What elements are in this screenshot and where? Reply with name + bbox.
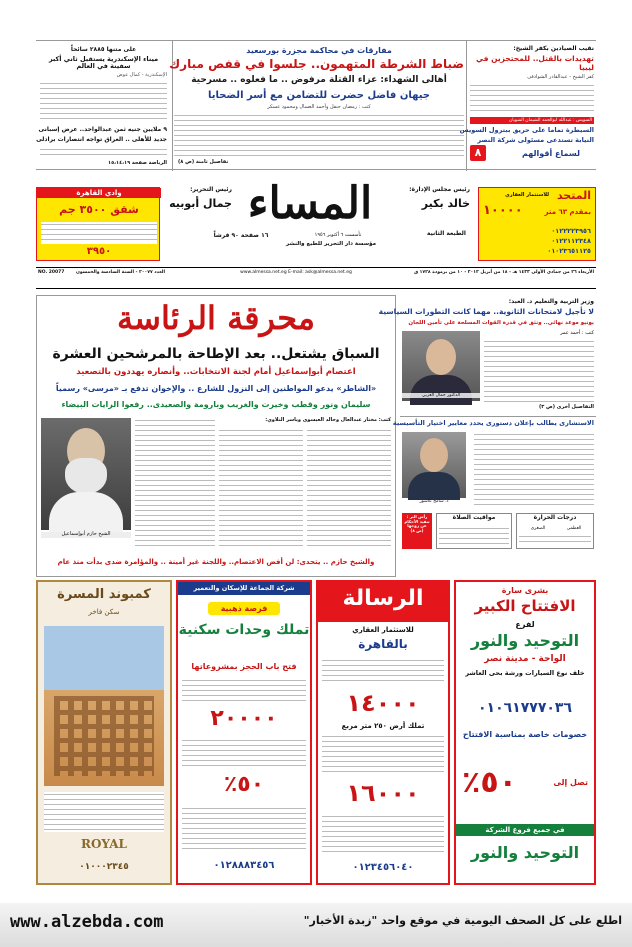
ad3-details-1 [182,678,306,702]
ad-right-brand: المتحد [556,189,591,202]
ad2-brand: الرسالة [342,586,424,611]
main-body-col-1 [307,428,391,548]
main-body-col-2 [219,428,303,548]
ad2-sub: للاستثمار العقاري [352,626,414,634]
main-story-title: محرقة الرئاسة [117,299,315,337]
editor-label: رئيس التحرير: [190,186,232,193]
ad4-building-image [44,626,164,786]
ad2-details-2 [322,734,444,774]
top-right-body [470,83,594,115]
founded: تأسست ٦ أكتوبر ١٩٥٦ [314,232,362,238]
main-photo-caption: الشيخ حازم أبوإسماعيل [41,532,131,538]
right-column [378,295,596,577]
issue: العدد ٢٠٠٧٧ - السنة السادسة والخمسون [76,270,165,275]
top-right-kicker: نقيب الصيادين بكفر الشيخ: [513,45,594,52]
right-photo-caption-2: د. سامح عاشور [419,499,449,504]
edition: الطبعة الثانية [426,230,466,237]
main-byline: كتب: مختار عبدالعال وخالد العيسوى وياسر النلاوي: [265,417,391,423]
top-right-headline-4: لسماع أقوالهم [521,149,580,158]
weather-label-1: العظمى [566,526,582,531]
ad4-brand: ROYAL [81,837,127,851]
top-center-body [174,113,464,158]
date-line: الأربعاء ٢٦ من جمادى الأولى ١٤٣٣ هـ - ١٨ من أبريل ٢٠١٢ - ١٠ من برمودة ١٧٢٨ ق [414,270,594,275]
main-headline-3: «الشاطر» يدعو المواطنين إلى النزول للشارع .. والإخوان تدفع بـ «مرسى» رسمياً [55,384,377,393]
top-left-byline: الإسكندرية - كمال عوض [116,72,167,78]
right-photo-caption-1: الدكتور جمال العربي [402,393,480,398]
main-headline-2: اعتصام أبوإسماعيل أمام لجنة الانتخابات.. وأنصاره يهددون بالتصعيد [76,367,356,377]
ad1-prep: لفرع [515,620,535,629]
weather-values [519,534,591,546]
top-center-headline-1: ضباط الشرطة المتهمون.. جلسوا في قفص مبارك [169,57,464,71]
main-headline-4: سليمان ونور وقطب وخيرت والغريب وبارومة والصعيدى.. رفعوا الرايات البيضاء [61,400,371,409]
top-left-headline-2: ٩ ملايين جنيه ثمن عبدالواحد.. عرض إسبانى [38,126,167,133]
top-right-page-badge: ٨ [470,145,486,161]
ad1-discount: ٥٠٪ [462,765,517,800]
ad-left-phone: ٣٩٥٠ [86,246,112,257]
ad-right-offer: بمقدم ٦٣ متر [544,208,591,216]
ad4-sub: سكن فاخر [88,608,120,616]
publisher: مؤسسة دار التحرير للطبع والنشر [285,241,377,247]
ad-left-offer: شقق ٣٥٠٠ جم [59,203,139,216]
ad3-details-3 [182,806,306,850]
prayer-values [439,526,509,546]
top-center-headline-2: أهالى الشهداء: عزاء القتلة مرفوض .. ما فعلوه .. مسرحية [191,75,447,85]
portrait-body [410,375,472,405]
top-center-footer: تفاصيل ثامنة (ص ٨) [178,159,229,165]
ad-compound[interactable] [36,580,172,885]
weather-label-2: الصغرى [530,526,546,531]
portrait-head [426,339,456,375]
right-headline-1: لا تأجيل لامتحانات الثانوية.. مهما كانت التطورات السياسية [378,307,594,316]
main-footer: والشيخ حازم .. يتحدى: لن أفض الاعتصام.. واللجنة غير أمينة .. والمؤامرة ضدى بدأت منذ عام [57,558,375,566]
right-body-2 [474,432,594,506]
ad1-phone: ٠١٠٦١٧٧٧٠٣٦ [478,700,572,716]
divider [466,41,467,171]
board-name: خالد بكير [421,197,470,210]
top-left-headline-3: جديد للأهلى .. العراق تواجه انتصارات برادلى [36,136,167,143]
ad2-phone: ٠١٢٣٤٥٦٠٤٠ [352,862,414,873]
ad-resala[interactable] [316,580,450,885]
ad3-sub: فتح باب الحجز بمشروعاتها [191,662,297,671]
top-right-headline-2: السيطرة تماما على حريق ببترول السويس [459,126,594,134]
ad2-price-1: ١٤٠٠٠ [346,689,420,717]
ad2-details-3 [322,814,444,854]
ad3-title: شركة الجماعة للإسكان والتعمير [178,582,310,595]
right-photo-1 [402,331,480,401]
top-left-headline-1: ميناء الإسكندرية يستقبل ثاني أكبر سفينة في العالم [48,55,159,71]
ad3-details-2 [182,738,306,768]
ad-right-price: ١٠٠٠٠ [483,203,523,218]
top-center-kicker: مفارقات في محاكمة مجزرة بورسعيد [246,46,392,55]
top-story-left[interactable] [36,41,171,171]
top-left-body [40,81,167,123]
watermark-tagline: اطلع على كل الصحف اليومية في موقع واحد "زبدة الأخبار" [303,914,622,927]
ad1-footer-1: في جميع فروع الشركة [456,824,594,836]
ad1-footer-2: التوحيد والنور [470,843,580,862]
weather-title: درجات الحرارة [533,514,577,521]
prayer-box [436,513,512,549]
info-boxes [400,513,596,575]
top-right-headline-1: تهديدات بالقتل.. للمحتجزين في ليبيا [476,54,594,72]
top-center-headline-3: جيهان فاضل حضرت للتضامن مع أسر الضحايا [207,90,431,101]
top-stories-row [36,40,596,170]
ad4-phone: ٠١٠٠٠٢٣٤٥ [79,862,129,872]
main-story[interactable] [36,295,396,577]
main-body-col-3 [135,418,215,548]
ad3-discount: ٥٠٪ [223,772,265,797]
portrait-beard [65,458,107,494]
right-byline: كتب : أحمد عمر [560,330,594,336]
masthead-logo: المساء [247,178,373,229]
issue-no: NO. 20077 [38,270,65,275]
ad3-badge: فرصة ذهبية [208,602,280,615]
ad2-tag: بالقاهرة [358,637,408,651]
top-left-body-2 [40,147,167,159]
masthead-ad-left[interactable] [36,187,160,261]
ad-right-phone-1: ٠١٢٢٢٢٣٩٥٦ [551,227,591,235]
right-story-1[interactable] [378,295,596,415]
strip-box[interactable] [402,513,432,549]
ad1-discount-label: تصل إلى [553,778,588,787]
ad3-price: ٢٠٠٠٠ [210,706,278,731]
top-right-headline-3: النيابة تستدعى مسئولى شركة النصر [477,136,594,144]
top-story-center[interactable] [169,41,464,171]
ad-right-phone-2: ٠١٢٢١١٢٣٤٨ [551,237,591,245]
ad3-phone: ٠١٢٨٨٨٣٤٥٦ [213,860,275,871]
website: www.almessa.net.eg E-mail: ask@almessa.net.eg [240,270,352,275]
price: ١٦ صفحة ٩٠ قرشاً [213,232,269,239]
main-headline-1: السباق يشتعل.. بعد الإطاحة بالمرشحين العشرة [52,346,380,362]
watermark-bar [0,903,632,947]
right-headline-2: يونيو موعد نهائى.. ونثق في قدرة القوات المسلحة على تأمين اللجان [408,320,594,326]
prayer-title: مواقيت الصلاة [452,514,496,521]
right-footer-1: التفاصيل أخرى (ص ٣) [538,404,594,410]
ad-right-phone-3: ٠١٠٢٣٦٥١١٢٥ [547,247,591,255]
portrait-body [408,472,460,500]
ad-right-title: للاستثمار العقاري [505,192,549,198]
ad-gamaa-housing[interactable] [176,580,312,885]
ad1-brand: التوحيد والنور [470,631,580,650]
ad-left-title: وادي القاهرة [37,188,161,198]
ad-left-details [41,222,157,244]
ad1-kicker: بشرى سارة [501,586,549,595]
masthead [36,173,596,291]
right-kicker: وزير التربية والتعليم د. العبد: [508,298,594,305]
right-headline-3: الاستشارى يطالب بإعلان دستورى يحدد معايير اختيار التأسيسية [392,419,594,427]
top-left-footer: الرياضة صفحة ١٥،١٤،١٩ [108,160,167,166]
ad2-offer-1: تملك أرض ٢٥٠ متر مربع [341,722,425,730]
main-photo [41,418,131,530]
date-bar [36,267,596,289]
ad4-title: كمبوند المسرة [57,587,151,602]
watermark-site[interactable]: www.alzebda.com [10,912,164,932]
editor-name: جمال أبوبيه [169,197,232,210]
masthead-ad-right[interactable] [478,187,596,261]
ad4-details [44,792,164,832]
weather-box [516,513,594,549]
ad1-sub: خلف نوع السيارات ورشة بحى العاشر [465,669,585,677]
ad1-promo: خصومات خاصة بمناسبة الافتتاح [462,730,588,739]
right-photo-2 [402,432,466,498]
portrait-body [49,492,123,532]
building-windows [54,696,154,776]
strip-text: رأس البر : تنفيذ الأحكام عن زوجها (ص ٨) [404,514,430,533]
ad2-price-2: ١٦٠٠٠ [346,779,420,807]
ad1-title: الافتتاح الكبير [474,597,576,615]
divider [400,416,596,417]
ad2-details-1 [322,658,444,684]
top-left-kicker: على متنها ٢٨٨٥ سائحاً [70,46,137,53]
ad1-place: الواحة - مدينة نصر [484,654,566,664]
right-story-2[interactable] [392,418,596,510]
ad3-headline: تملك وحدات سكنية [178,622,310,638]
ad-tawheed-nour[interactable] [454,580,596,885]
right-body-1 [484,339,594,405]
top-story-right[interactable] [459,41,596,171]
top-center-byline: كتب : رمضان حنفل وأحمد العسال ومحمود عسكر [267,104,371,110]
portrait-head [420,438,448,472]
top-right-byline: كفر الشيخ - عبدالقادر الشوادفى [527,74,594,80]
board-label: رئيس مجلس الإدارة: [409,186,470,193]
top-right-banner: السويس : عبدالله ابوالحمد الشيمان الشوبان [470,117,594,124]
